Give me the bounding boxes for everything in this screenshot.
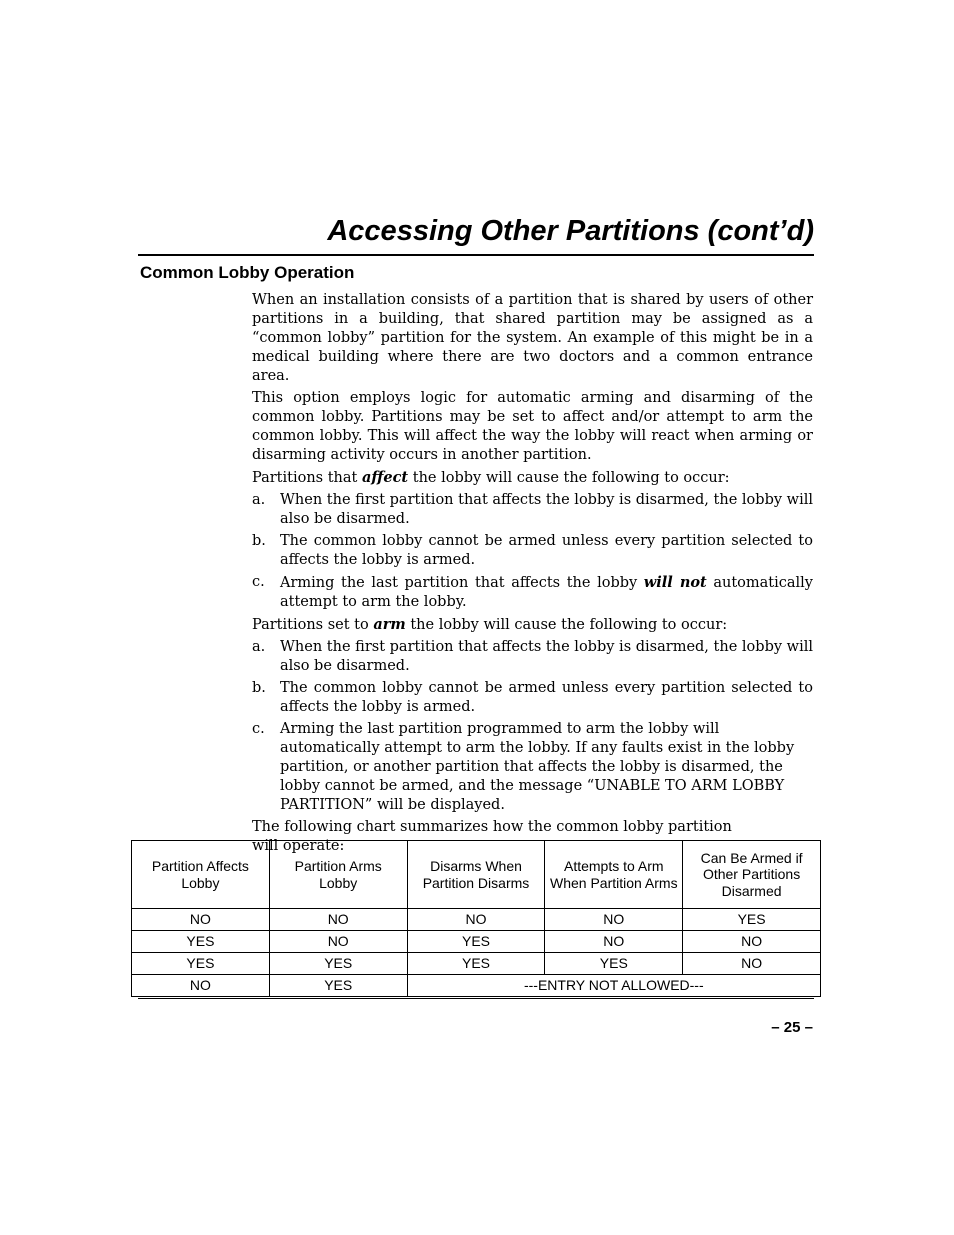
list-item: c. Arming the last partition programmed to arm the lobby will automatically attempt to arm the lobby. If any faults exist in the lobby partition, or another partition that affects the lobby is disarmed, the lobby cannot be armed, and the message “UNABLE TO ARM LOBBY PARTITION” will be displayed. [252,721,795,813]
table-cell: NO [132,975,270,997]
section-heading: Common Lobby Operation [140,263,355,282]
list-item: b. The common lobby cannot be armed unless every partition selected to affects the lobby is armed. [252,533,813,568]
chart-intro: The following chart summarizes how the common lobby partition will operate: [252,819,732,854]
table-row [132,909,821,931]
table-cell: YES [132,953,270,975]
table-cell: NO [407,909,545,931]
entry-not-allowed-cell: ---ENTRY NOT ALLOWED--- [407,975,820,997]
page-number: – 25 – [771,1019,813,1036]
table-cell: NO [683,953,821,975]
table-cell: YES [269,975,407,997]
arm-lead: Partitions set to arm the lobby will cause the following to occur: [252,616,728,633]
column-header: Can Be Armed if Other Partitions Disarmed [683,841,821,909]
table-cell: NO [545,931,683,953]
table-cell: YES [132,931,270,953]
column-header: Partition Arms Lobby [269,841,407,909]
list-item: b. The common lobby cannot be armed unless every partition selected to affects the lobby is armed. [252,680,813,715]
page-title: Accessing Other Partitions (cont’d) [138,208,814,256]
body-text [252,291,813,859]
arm-emphasis: arm [373,616,406,633]
column-header: Attempts to Arm When Partition Arms [545,841,683,909]
list-item: c. Arming the last partition that affects the lobby will not automatically attempt to arm the lobby. [252,574,813,610]
table-row [132,953,821,975]
column-header: Partition Affects Lobby [132,841,270,909]
table-header-row [132,841,821,909]
intro-paragraph: When an installation consists of a partition that is shared by users of other partitions in a building, that shared partition may be assigned as a “common lobby” partition for the system. An example of this might be in a medical building where there are two doctors and a common entrance area. [252,292,813,384]
affect-emphasis: affect [361,469,409,486]
intro-paragraph: This option employs logic for automatic arming and disarming of the common lobby. Partitions may be set to affect and/or attempt to arm the common lobby. This will affect the way the lobby will react when arming or disarming activity occurs in another partition. [252,390,813,463]
table-cell: NO [545,909,683,931]
table-cell: NO [683,931,821,953]
table-row [132,931,821,953]
summary-table [131,840,821,997]
table-cell: NO [269,931,407,953]
affect-lead: Partitions that affect the lobby will cause the following to occur: [252,469,730,486]
list-item: a. When the first partition that affects the lobby is disarmed, the lobby will also be disarmed. [252,639,813,674]
table-cell: YES [407,953,545,975]
list-item: a. When the first partition that affects the lobby is disarmed, the lobby will also be disarmed. [252,492,813,527]
table-cell: NO [269,909,407,931]
table-cell: YES [545,953,683,975]
column-header: Disarms When Partition Disarms [407,841,545,909]
table-row [132,975,821,997]
table-cell: YES [683,909,821,931]
will-not-emphasis: will not [643,574,707,591]
table-cell: YES [269,953,407,975]
bottom-rule [138,998,814,999]
table-cell: YES [407,931,545,953]
table-cell: NO [132,909,270,931]
